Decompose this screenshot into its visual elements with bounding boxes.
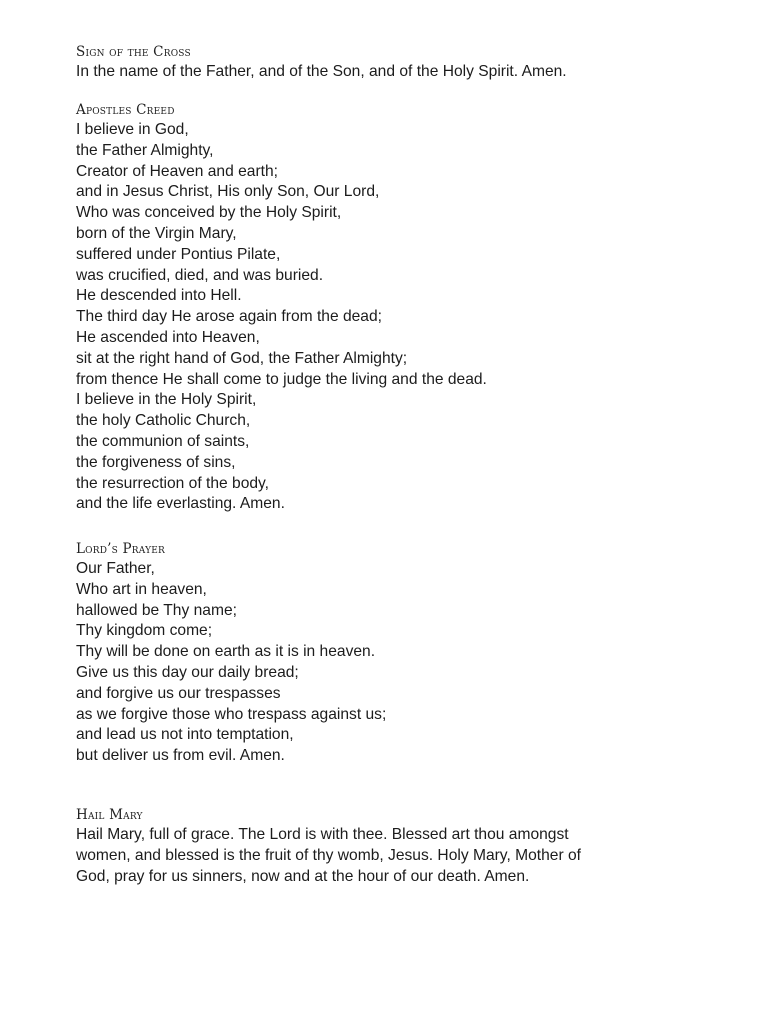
prayer-line: suffered under Pontius Pilate, — [76, 245, 281, 263]
prayer-line: He descended into Hell. — [76, 287, 242, 305]
prayer-line: but deliver us from evil. Amen. — [76, 747, 285, 765]
prayer-line: sit at the right hand of God, the Father Almighty; — [76, 349, 408, 367]
prayer-line: the communion of saints, — [76, 432, 250, 450]
hail-mary-heading: Hail Mary — [76, 807, 143, 823]
lords-prayer-heading: Lord’s Prayer — [76, 541, 165, 557]
prayer-line: Who was conceived by the Holy Spirit, — [76, 204, 342, 222]
prayer-line: women, and blessed is the fruit of thy womb, Jesus. Holy Mary, Mother of — [76, 846, 581, 864]
prayer-line: and in Jesus Christ, His only Son, Our Lord, — [76, 183, 380, 201]
prayer-line: and lead us not into temptation, — [76, 726, 294, 744]
prayer-line: the holy Catholic Church, — [76, 412, 251, 430]
prayer-line: born of the Virgin Mary, — [76, 224, 237, 242]
prayer-line: Our Father, — [76, 560, 155, 577]
prayer-line: from thence He shall come to judge the living and the dead. — [76, 370, 487, 388]
prayer-line: Hail Mary, full of grace. The Lord is with thee. Blessed art thou amongst — [76, 826, 569, 843]
prayer-line: Who art in heaven, — [76, 580, 207, 598]
prayer-line: Give us this day our daily bread; — [76, 663, 299, 681]
prayer-line: and the life everlasting. Amen. — [76, 495, 285, 513]
prayer-line: hallowed be Thy name; — [76, 601, 237, 619]
lords-prayer-text — [76, 559, 386, 767]
prayer-line: the Father Almighty, — [76, 141, 214, 159]
prayer-line: The third day He arose again from the dead; — [76, 308, 382, 326]
apostles-creed-heading: Apostles Creed — [76, 102, 175, 118]
prayer-line: God, pray for us sinners, now and at the hour of our death. Amen. — [76, 867, 530, 885]
prayer-line: Thy will be done on earth as it is in heaven. — [76, 643, 376, 661]
sign-of-the-cross-heading: Sign of the Cross — [76, 44, 191, 60]
prayer-line: He ascended into Heaven, — [76, 328, 260, 346]
prayer-line: Thy kingdom come; — [76, 622, 213, 640]
apostles-creed-text — [76, 120, 487, 515]
prayer-line: I believe in the Holy Spirit, — [76, 391, 257, 409]
prayer-line: was crucified, died, and was buried. — [76, 266, 324, 284]
hail-mary-text — [76, 825, 581, 887]
prayer-line: In the name of the Father, and of the Son, and of the Holy Spirit. Amen. — [76, 63, 567, 80]
prayer-line: the resurrection of the body, — [76, 474, 270, 492]
prayer-line: as we forgive those who trespass against us; — [76, 705, 387, 723]
prayer-line: Creator of Heaven and earth; — [76, 162, 278, 180]
sign-of-the-cross-text — [76, 62, 567, 83]
prayer-line: I believe in God, — [76, 121, 189, 138]
prayer-line: the forgiveness of sins, — [76, 453, 236, 471]
prayer-line: and forgive us our trespasses — [76, 684, 281, 702]
